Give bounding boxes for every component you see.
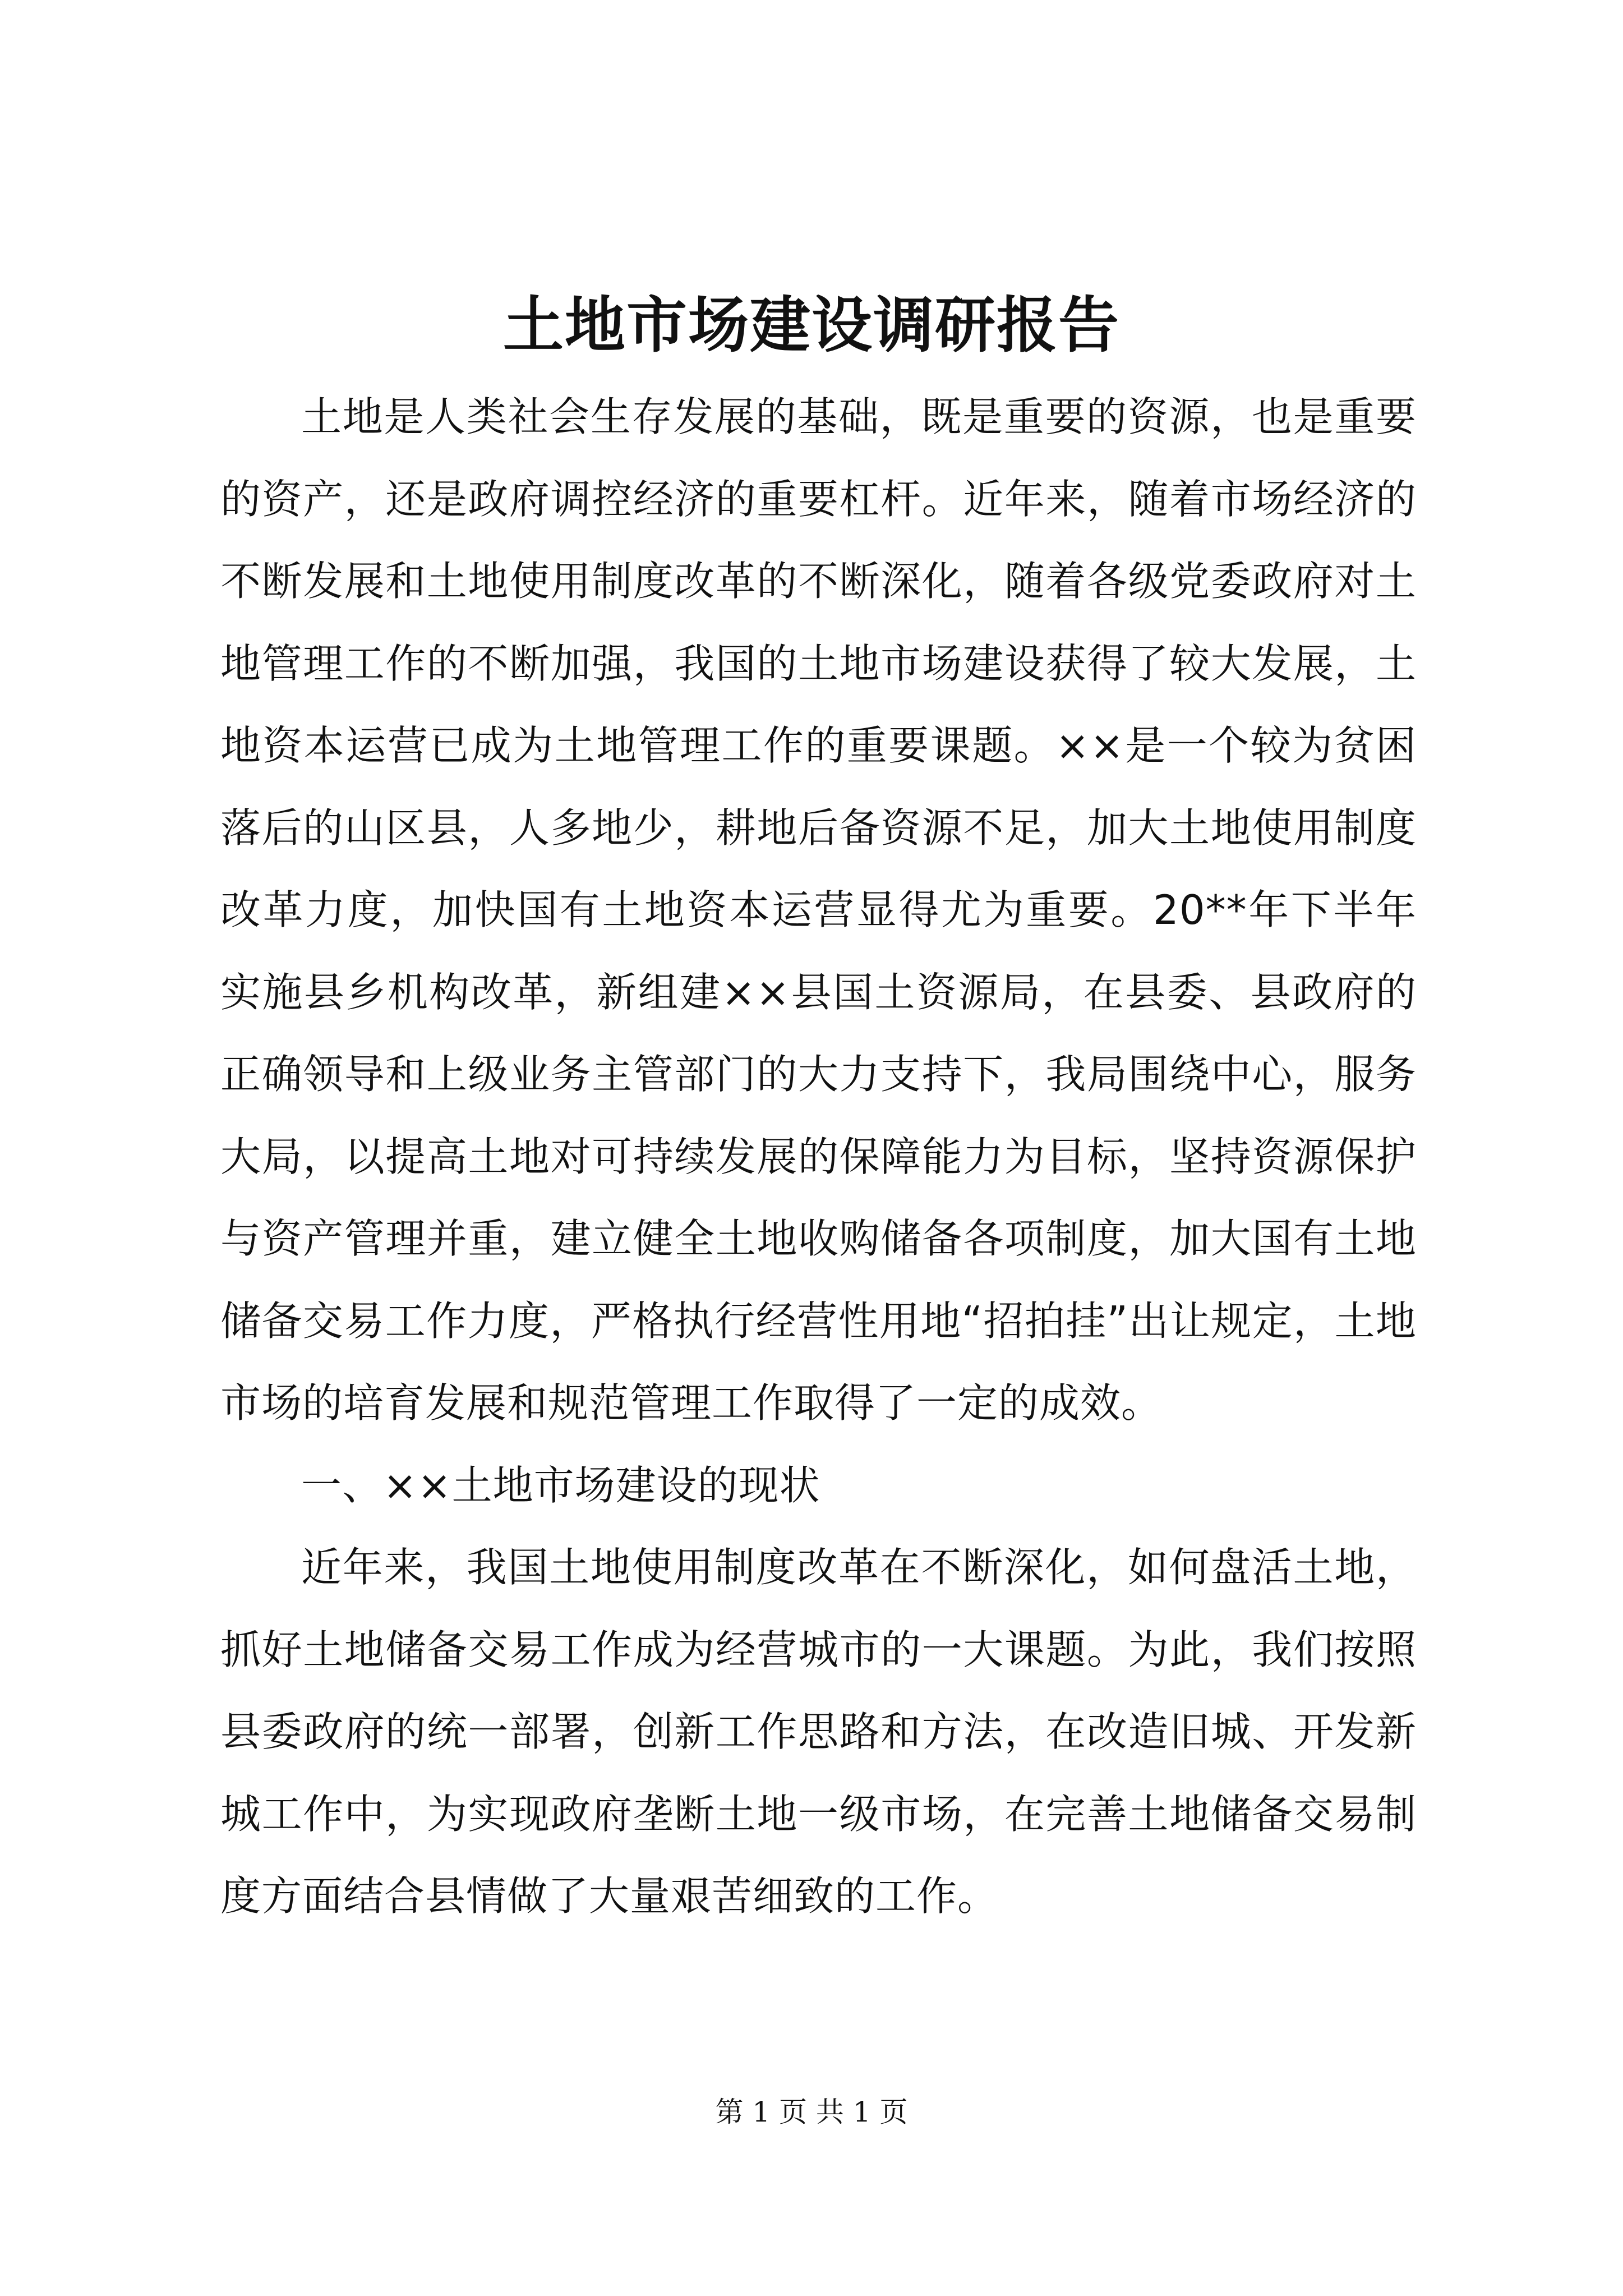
section-heading: 一、××土地市场建设的现状 xyxy=(301,1461,820,1509)
document-title: 土地市场建设调研报告 xyxy=(502,290,1120,361)
intro-paragraph: 土地是人类社会生存发展的基础，既是重要的资源，也是重要的资产，还是政府调控经济的重要杠杆。近年来，随着市场经济的不断发展和土地使用制度改革的不断深化，随着各级党委政府对土地管理工作的不断加强，我国的土地市场建设获得了较大发展，土地资本运营已成为土地管理工作的重要课题。××是一个较为贫困落后的山区县，人多地少，耕地后备资源不足，加大土地使用制度改革力度，加快国有土地资本运营显得尤为重要。20**年下半年实施县乡机构改革，新组建××县国土资源局，在县委、县政府的正确领导和上级业务主管部门的大力支持下，我局围绕中心，服务大局，以提高土地对可持续发展的保障能力为目标，坚持资源保护与资产管理并重，建立健全土地收购储备各项制度，加大国有土地储备交易工作力度，严格执行经营性用地“招拍挂”出让规定，土地市场的培育发展和规范管理工作取得了一定的成效。 xyxy=(220,393,1417,1427)
page-footer: 第 1 页 共 1 页 xyxy=(715,2096,908,2128)
document-body xyxy=(220,376,1417,1938)
section-paragraph: 近年来，我国土地使用制度改革在不断深化，如何盘活土地，抓好土地储备交易工作成为经营城市的一大课题。为此，我们按照县委政府的统一部署，创新工作思路和方法，在改造旧城、开发新城工作中，为实现政府垄断土地一级市场，在完善土地储备交易制度方面结合县情做了大量艰苦细致的工作。 xyxy=(220,1544,1417,1920)
